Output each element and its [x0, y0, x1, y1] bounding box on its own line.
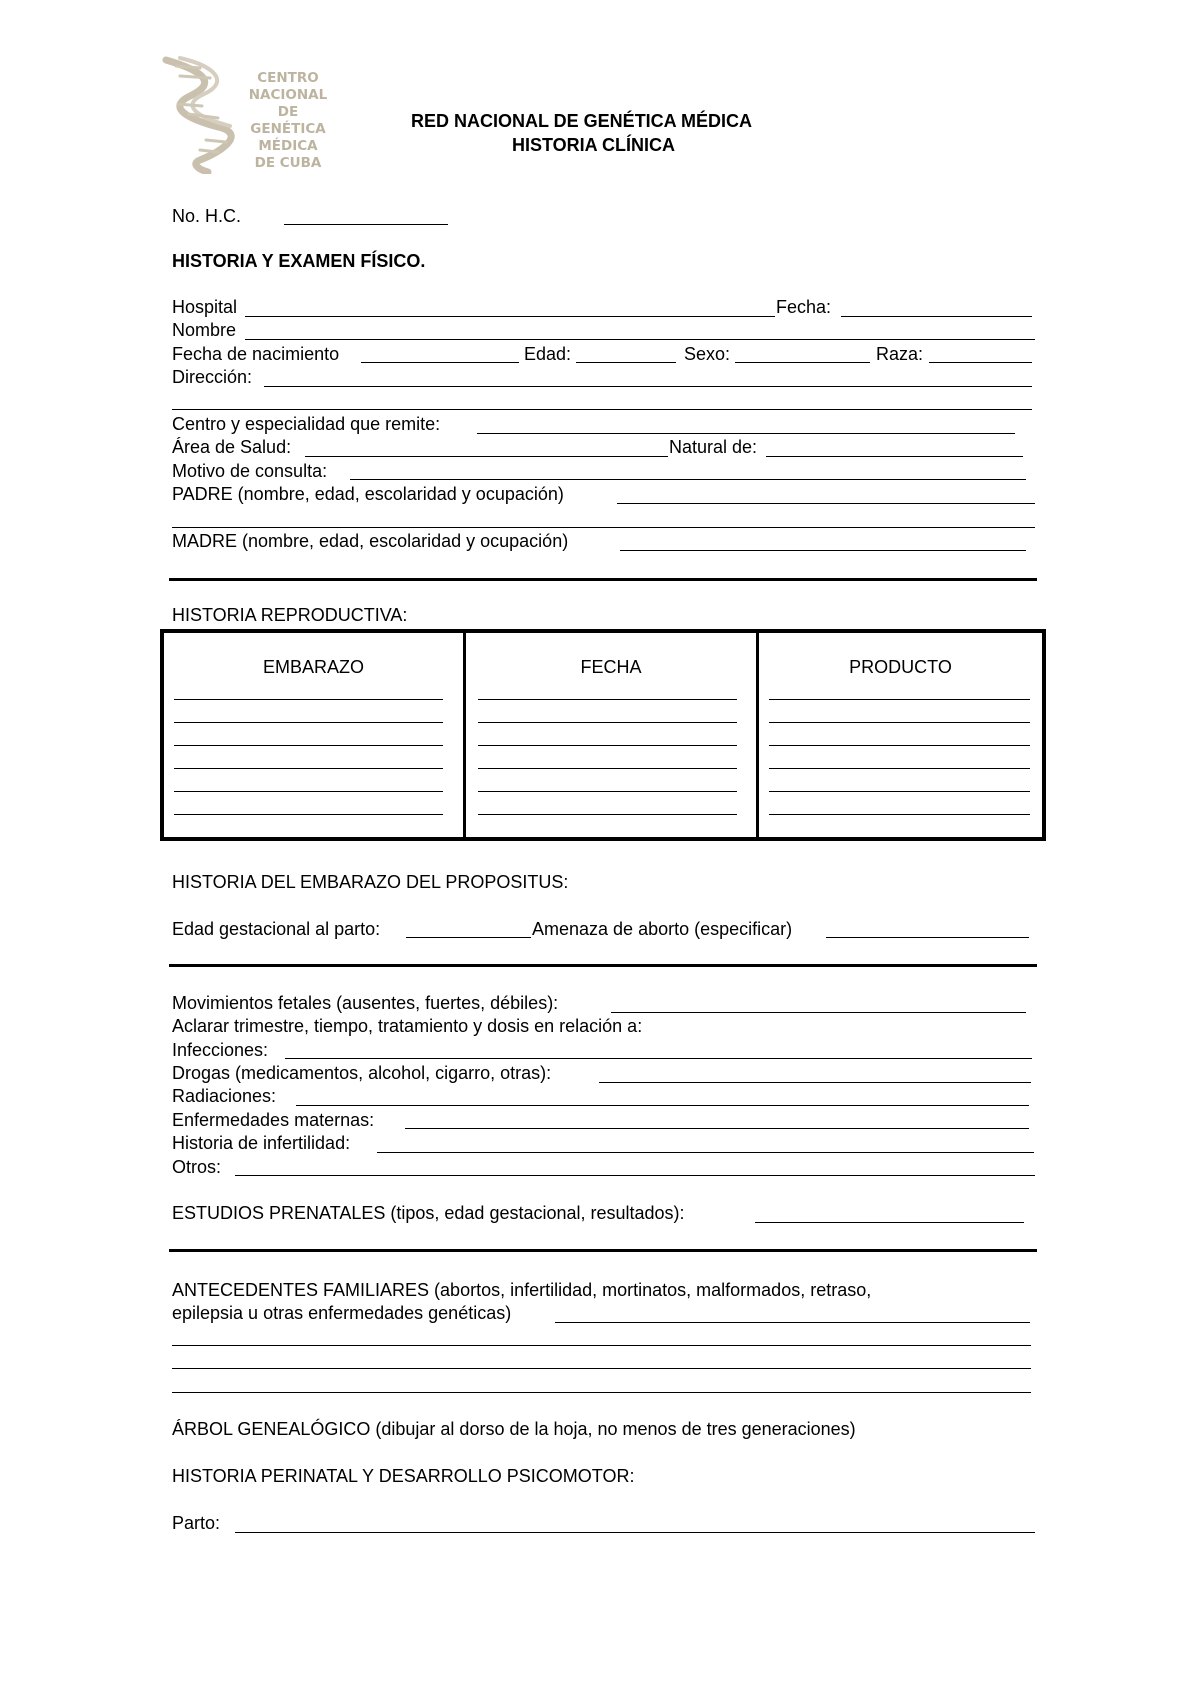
aclarar-label: Aclarar trimestre, tiempo, tratamiento y dosis en relación a:: [172, 1016, 643, 1036]
estudios-label: ESTUDIOS PRENATALES (tipos, edad gestacional, resultados):: [172, 1203, 685, 1223]
otros-field[interactable]: [235, 1175, 1035, 1176]
producto-entry[interactable]: [769, 814, 1030, 815]
antecedentes-field[interactable]: [555, 1322, 1030, 1323]
drogas-label: Drogas (medicamentos, alcohol, cigarro, otras):: [172, 1063, 552, 1083]
drogas-field[interactable]: [599, 1082, 1031, 1083]
producto-entry[interactable]: [769, 699, 1030, 700]
producto-entry[interactable]: [769, 791, 1030, 792]
parto-field[interactable]: [235, 1532, 1035, 1533]
raza-label: Raza:: [876, 344, 924, 364]
edad-field[interactable]: [576, 362, 676, 363]
dna-helix-icon: [160, 56, 250, 174]
fecha-entry[interactable]: [478, 745, 737, 746]
fecha-entry[interactable]: [478, 768, 737, 769]
historia-reproductiva-label: HISTORIA REPRODUCTIVA:: [172, 605, 408, 625]
hospital-field[interactable]: [245, 316, 775, 317]
fecha-entry[interactable]: [478, 699, 737, 700]
enfermedades-field[interactable]: [405, 1128, 1029, 1129]
amenaza-aborto-field[interactable]: [826, 937, 1029, 938]
sexo-label: Sexo:: [684, 344, 731, 364]
infecciones-label: Infecciones:: [172, 1040, 269, 1060]
logo-text: [243, 70, 333, 172]
movimientos-field[interactable]: [611, 1012, 1026, 1013]
producto-entry[interactable]: [769, 745, 1030, 746]
nombre-label: Nombre: [172, 320, 237, 340]
embarazo-entry[interactable]: [174, 768, 443, 769]
no-hc-field[interactable]: [284, 224, 448, 225]
antecedentes-label: ANTECEDENTES FAMILIARES (abortos, infertilidad, mortinatos, malformados, retraso,: [172, 1280, 872, 1300]
fecha-column: [466, 633, 759, 837]
fecha-entry[interactable]: [478, 791, 737, 792]
radiaciones-label: Radiaciones:: [172, 1086, 277, 1106]
edad-gestacional-label: Edad gestacional al parto:: [172, 919, 381, 939]
nombre-field[interactable]: [245, 339, 1035, 340]
no-hc-label: No. H.C.: [172, 206, 242, 226]
madre-field[interactable]: [620, 550, 1026, 551]
fecha-field[interactable]: [841, 316, 1032, 317]
embarazo-entry[interactable]: [174, 814, 443, 815]
infertilidad-field[interactable]: [377, 1152, 1034, 1153]
motivo-label: Motivo de consulta:: [172, 461, 328, 481]
embarazo-entry[interactable]: [174, 699, 443, 700]
area-salud-field[interactable]: [305, 456, 668, 457]
embarazo-column: [164, 633, 466, 837]
natural-de-label: Natural de:: [669, 437, 758, 457]
infecciones-field[interactable]: [285, 1058, 1032, 1059]
sexo-field[interactable]: [735, 362, 870, 363]
producto-entry[interactable]: [769, 768, 1030, 769]
logo-line: DE GENÉTICA: [250, 104, 326, 137]
arbol-genealogico-label: ÁRBOL GENEALÓGICO (dibujar al dorso de la hoja, no menos de tres generaciones): [172, 1419, 856, 1439]
centro-label: Centro y especialidad que remite:: [172, 414, 441, 434]
document-subtitle: HISTORIA CLÍNICA: [512, 135, 676, 155]
antecedentes-field-line4[interactable]: [172, 1392, 1031, 1393]
embarazo-entry[interactable]: [174, 722, 443, 723]
madre-label: MADRE (nombre, edad, escolaridad y ocupación): [172, 531, 569, 551]
section-divider: [169, 964, 1037, 967]
infertilidad-label: Historia de infertilidad:: [172, 1133, 351, 1153]
parto-label: Parto:: [172, 1513, 221, 1533]
edad-label: Edad:: [524, 344, 572, 364]
fecha-entry[interactable]: [478, 722, 737, 723]
producto-column: [759, 633, 1042, 837]
fecha-header: FECHA: [580, 657, 642, 677]
logo-line: NACIONAL: [248, 87, 328, 103]
natural-de-field[interactable]: [766, 456, 1023, 457]
producto-header: PRODUCTO: [849, 657, 952, 677]
enfermedades-label: Enfermedades maternas:: [172, 1110, 375, 1130]
embarazo-entry[interactable]: [174, 745, 443, 746]
logo-line: CENTRO: [257, 70, 319, 86]
fecha-label: Fecha:: [776, 297, 832, 317]
fecha-entry[interactable]: [478, 814, 737, 815]
area-salud-label: Área de Salud:: [172, 437, 292, 457]
antecedentes-label-line2: epilepsia u otras enfermedades genéticas): [172, 1303, 512, 1323]
padre-field-line2[interactable]: [172, 527, 1035, 528]
section-divider: [169, 1249, 1037, 1252]
motivo-field[interactable]: [350, 479, 1026, 480]
historia-perinatal-label: HISTORIA PERINATAL Y DESARROLLO PSICOMOTOR:: [172, 1466, 635, 1486]
hospital-label: Hospital: [172, 297, 238, 317]
padre-field[interactable]: [617, 503, 1035, 504]
document-title: RED NACIONAL DE GENÉTICA MÉDICA: [411, 111, 753, 131]
direccion-field-line2[interactable]: [172, 409, 1032, 410]
section-historia-examen: HISTORIA Y EXAMEN FÍSICO.: [172, 251, 426, 271]
direccion-label: Dirección:: [172, 367, 253, 387]
direccion-field[interactable]: [264, 386, 1032, 387]
logo-line: DE CUBA: [254, 155, 322, 171]
historia-embarazo-label: HISTORIA DEL EMBARAZO DEL PROPOSITUS:: [172, 872, 569, 892]
fecha-nacimiento-label: Fecha de nacimiento: [172, 344, 340, 364]
antecedentes-field-line3[interactable]: [172, 1368, 1031, 1369]
embarazo-entry[interactable]: [174, 791, 443, 792]
amenaza-aborto-label: Amenaza de aborto (especificar): [532, 919, 793, 939]
fecha-nacimiento-field[interactable]: [361, 362, 519, 363]
embarazo-header: EMBARAZO: [262, 657, 364, 677]
centro-field[interactable]: [477, 433, 1015, 434]
logo: [160, 56, 330, 174]
logo-line: MÉDICA: [258, 138, 318, 154]
estudios-field[interactable]: [755, 1222, 1024, 1223]
otros-label: Otros:: [172, 1157, 222, 1177]
radiaciones-field[interactable]: [296, 1105, 1029, 1106]
section-divider: [169, 578, 1037, 581]
producto-entry[interactable]: [769, 722, 1030, 723]
reproductive-table: [160, 629, 1046, 841]
antecedentes-field-line2[interactable]: [172, 1345, 1031, 1346]
raza-field[interactable]: [929, 362, 1032, 363]
edad-gestacional-field[interactable]: [406, 937, 531, 938]
movimientos-label: Movimientos fetales (ausentes, fuertes, débiles):: [172, 993, 559, 1013]
padre-label: PADRE (nombre, edad, escolaridad y ocupación): [172, 484, 564, 504]
